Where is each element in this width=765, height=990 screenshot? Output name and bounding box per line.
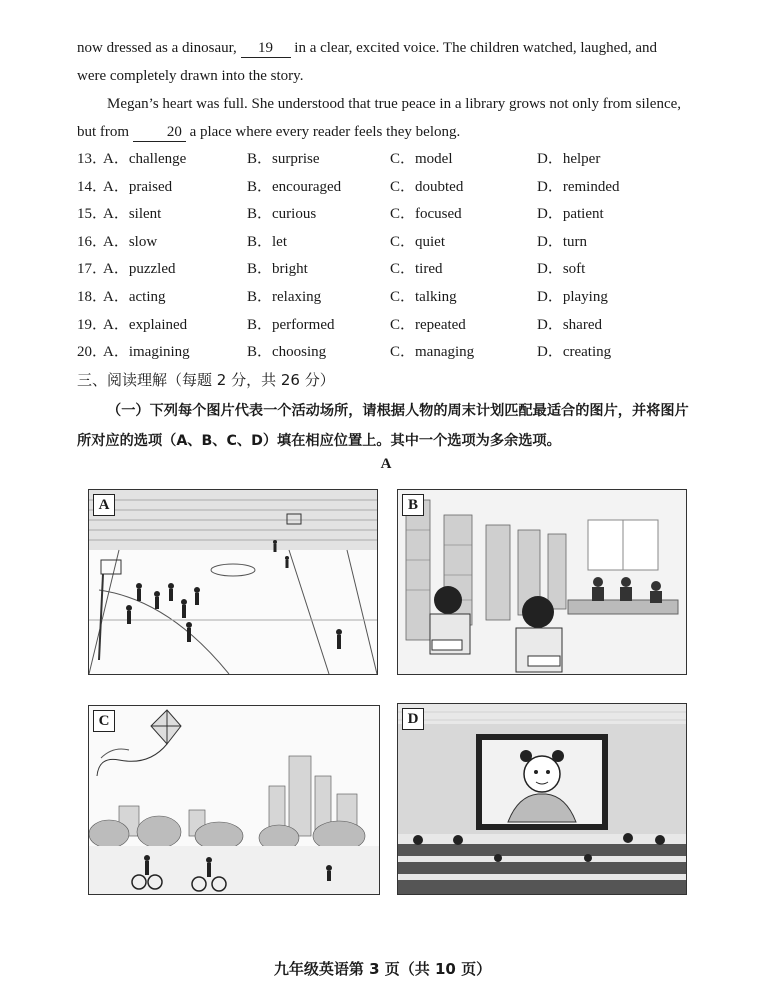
basketball-court-illustration [89, 490, 377, 674]
option-a: A．slow [103, 233, 158, 250]
option-d: D．helper [537, 151, 601, 167]
option-a: A．acting [103, 288, 166, 305]
option-c: C．tired [390, 261, 443, 278]
picture-b-library [397, 489, 687, 675]
option-a: A．puzzled [103, 261, 176, 278]
section-title: 三、阅读理解（每题 2 分，共 26 分） [77, 371, 335, 389]
option-b: B．encouraged [247, 178, 342, 195]
picture-tag: B [402, 494, 424, 516]
cinema-illustration [398, 704, 686, 894]
picture-d-cinema [397, 703, 687, 895]
option-c: C．focused [390, 206, 462, 223]
option-b: B．curious [247, 206, 317, 223]
option-c: C．talking [390, 288, 457, 305]
option-a: A．silent [103, 206, 162, 223]
blank-19: 19 [241, 39, 291, 58]
picture-tag: A [93, 494, 115, 516]
option-a: A．imagining [103, 344, 190, 361]
option-c: C．doubted [390, 178, 464, 195]
question-17-options: 17． A．puzzled B．bright C．tired D．soft [77, 256, 697, 284]
passage-paragraph-2: Megan’s heart was full. She understood that true peace in a library grows not only from silence, but from 20 a place where every reader feels they belong. [77, 96, 682, 140]
question-15-options: 15． A．silent B．curious C．focused D．patient [77, 201, 697, 229]
option-a: A．challenge [103, 151, 187, 167]
option-b: B．surprise [247, 151, 320, 167]
options-list [77, 146, 697, 367]
option-b: B．let [247, 233, 287, 250]
picture-a-basketball-court [88, 489, 378, 675]
option-b: B．choosing [247, 344, 327, 361]
option-c: C．model [390, 151, 453, 167]
option-c: C．managing [390, 344, 475, 361]
question-16-options: 16． A．slow B．let C．quiet D．turn [77, 229, 697, 257]
question-14-options: 14． A．praised B．encouraged C．doubted D．reminded [77, 174, 697, 202]
option-a: A．praised [103, 178, 173, 195]
option-c: C．repeated [390, 316, 466, 333]
blank-20: 20 [133, 123, 186, 142]
option-d: D．shared [537, 316, 602, 333]
option-d: D．turn [537, 233, 587, 250]
question-19-options: 19． A．explained B．performed C．repeated D．shared [77, 312, 697, 340]
section-instruction: （一）下列每个图片代表一个活动场所，请根据人物的周末计划匹配最适合的图片，并将图片所对应的选项（A、B、C、D）填在相应位置上。其中一个选项为多余选项。 [77, 403, 689, 449]
question-20-options: 20． A．imagining B．choosing C．managing D．creating [77, 339, 697, 367]
question-18-options: 18． A．acting B．relaxing C．talking D．playing [77, 284, 697, 312]
library-illustration [398, 490, 686, 674]
option-b: B．performed [247, 316, 335, 333]
page-footer: 九年级英语第 3 页（共 10 页） [273, 960, 492, 978]
option-d: D．soft [537, 261, 586, 278]
picture-tag: D [402, 708, 424, 730]
option-a: A．explained [103, 316, 188, 333]
option-d: D．patient [537, 206, 604, 223]
option-d: D．creating [537, 344, 612, 361]
option-d: D．playing [537, 288, 608, 305]
picture-c-park [88, 705, 380, 895]
question-13-options: 13． A．challenge B．surprise C．model D．helper [77, 146, 697, 174]
passage-paragraph-1: now dressed as a dinosaur, 19 in a clear, excited voice. The children watched, laughed, and were completely drawn into the story. [77, 40, 657, 84]
group-label: A [380, 456, 392, 472]
option-b: B．relaxing [247, 288, 322, 305]
option-d: D．reminded [537, 178, 620, 195]
park-illustration [89, 706, 379, 894]
option-b: B．bright [247, 261, 308, 278]
option-c: C．quiet [390, 233, 445, 250]
picture-tag: C [93, 710, 115, 732]
